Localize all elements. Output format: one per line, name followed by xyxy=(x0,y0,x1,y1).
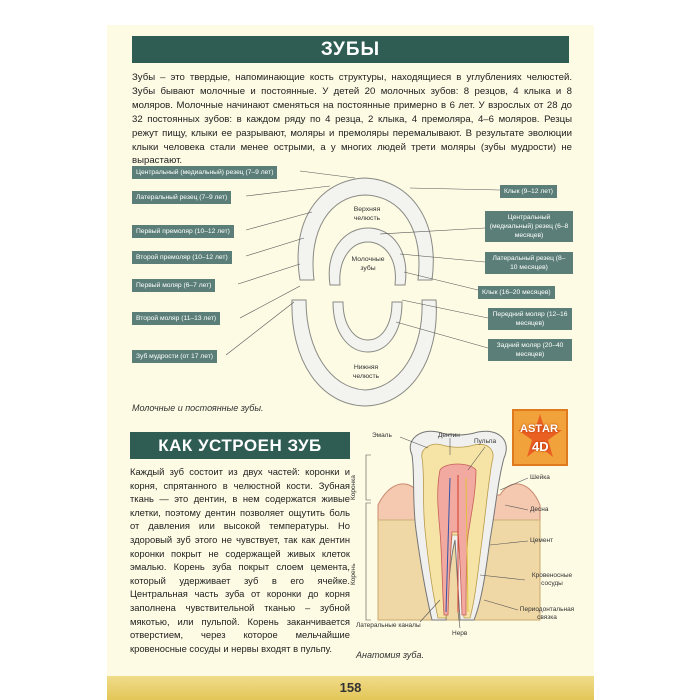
label-periodontal-ligament: Периодонтальная связка xyxy=(519,606,575,621)
tooth-structure-paragraph: Каждый зуб состоит из двух частей: коронки и корня, спрятанного в челюстной кости. Зубная ткань — это дентин, в нем содержатся живые клетки, поэтому дентин позволяет ощутить боль от давления или высокой температуры. Но здоровый зуб этого не чувствует, так как дентин коронки покрыт не содержащей живых клеток эмалью. Корень зуба покрыт слоем цемента, который удерживает зуб в его ячейке. Центральная часть зуба от коронки до корня заполнена чувствительной тканью – зубной мякотью, или пульпой. Корень заканчивается отверстием, через которое мельчайшие кровеносные сосуды и нервы входят в пульпу. xyxy=(130,466,350,654)
label-lateral-incisor: Латеральный резец (7–9 лет) xyxy=(132,191,231,204)
label-enamel: Эмаль xyxy=(372,432,392,439)
logo-text-1: AST xyxy=(520,423,542,435)
label-cement: Цемент xyxy=(530,537,554,544)
label-neck: Шейка xyxy=(530,474,550,481)
label-blood-vessels: Кровеносные сосуды xyxy=(531,572,573,587)
label-second-molar: Второй моляр (11–13 лет) xyxy=(132,312,220,325)
label-nerve: Нерв xyxy=(452,630,468,637)
page-footer xyxy=(107,676,594,700)
label-second-premolar: Второй премоляр (10–12 лет) xyxy=(132,251,232,264)
label-back-molar: Задний моляр (20–40 месяцев) xyxy=(488,339,572,361)
logo-text-2: AR xyxy=(542,423,558,435)
label-milk-lateral-incisor: Латеральный резец (8–10 месяцев) xyxy=(485,252,573,274)
milk-teeth-label: Молочные зубы xyxy=(351,256,385,272)
label-upper-central-incisor: Центральный (медиальный) резец (7–9 лет) xyxy=(132,166,277,179)
label-dentin: Дентин xyxy=(438,432,460,439)
label-milk-central-incisor: Центральный (медиальный) резец (6–8 месяцев) xyxy=(485,211,573,242)
lower-jaw-label: Нижняя челюсть xyxy=(352,364,380,380)
label-front-molar: Передний моляр (12–16 месяцев) xyxy=(488,308,572,330)
label-gum: Десна xyxy=(530,506,549,513)
label-milk-canine: Клык (16–20 месяцев) xyxy=(478,286,555,299)
label-lateral-canals: Латеральные каналы xyxy=(356,622,421,629)
teeth-paragraph: Зубы – это твердые, напоминающие кость структуры, находящиеся в углублениях челюстей. Зубы бывают молочные и постоянные. У детей 20 молочных зубов: 8 резцов, 4 клыка и 8 моляров. Молочные начинают сменяться на постоянные примерно в 6 лет. У взрослых от 28 до 32 постоянных зубов: в каждом ряду по 4 резца, 2 клыка, 4 премоляра, 4–6 моляров. Резцы режут пищу, клыки ее разрывают, моляры и премоляры перемалывают. В результате эволюции клыки человека стали менее острыми, а у многих людей трети моляры (зубы мудрости) не вырастают. xyxy=(132,72,572,167)
label-crown: Коронка xyxy=(350,475,357,500)
label-wisdom-tooth: Зуб мудрости (от 17 лет) xyxy=(132,350,217,363)
page-number: 158 xyxy=(339,680,362,695)
section-title-teeth: ЗУБЫ xyxy=(132,36,569,63)
label-root: Корень xyxy=(350,563,357,585)
label-canine: Клык (9–12 лет) xyxy=(500,185,557,198)
section-title-tooth-structure: КАК УСТРОЕН ЗУБ xyxy=(130,432,350,459)
label-first-molar: Первый моляр (6–7 лет) xyxy=(132,279,215,292)
logo-text-3: 4D xyxy=(532,439,549,454)
upper-jaw-label: Верхняя челюсть xyxy=(353,206,381,222)
label-first-premolar: Первый премоляр (10–12 лет) xyxy=(132,225,234,238)
anatomy-caption: Анатомия зуба. xyxy=(356,650,424,660)
arches-caption: Молочные и постоянные зубы. xyxy=(132,403,264,413)
label-pulp: Пульпа xyxy=(474,438,497,445)
